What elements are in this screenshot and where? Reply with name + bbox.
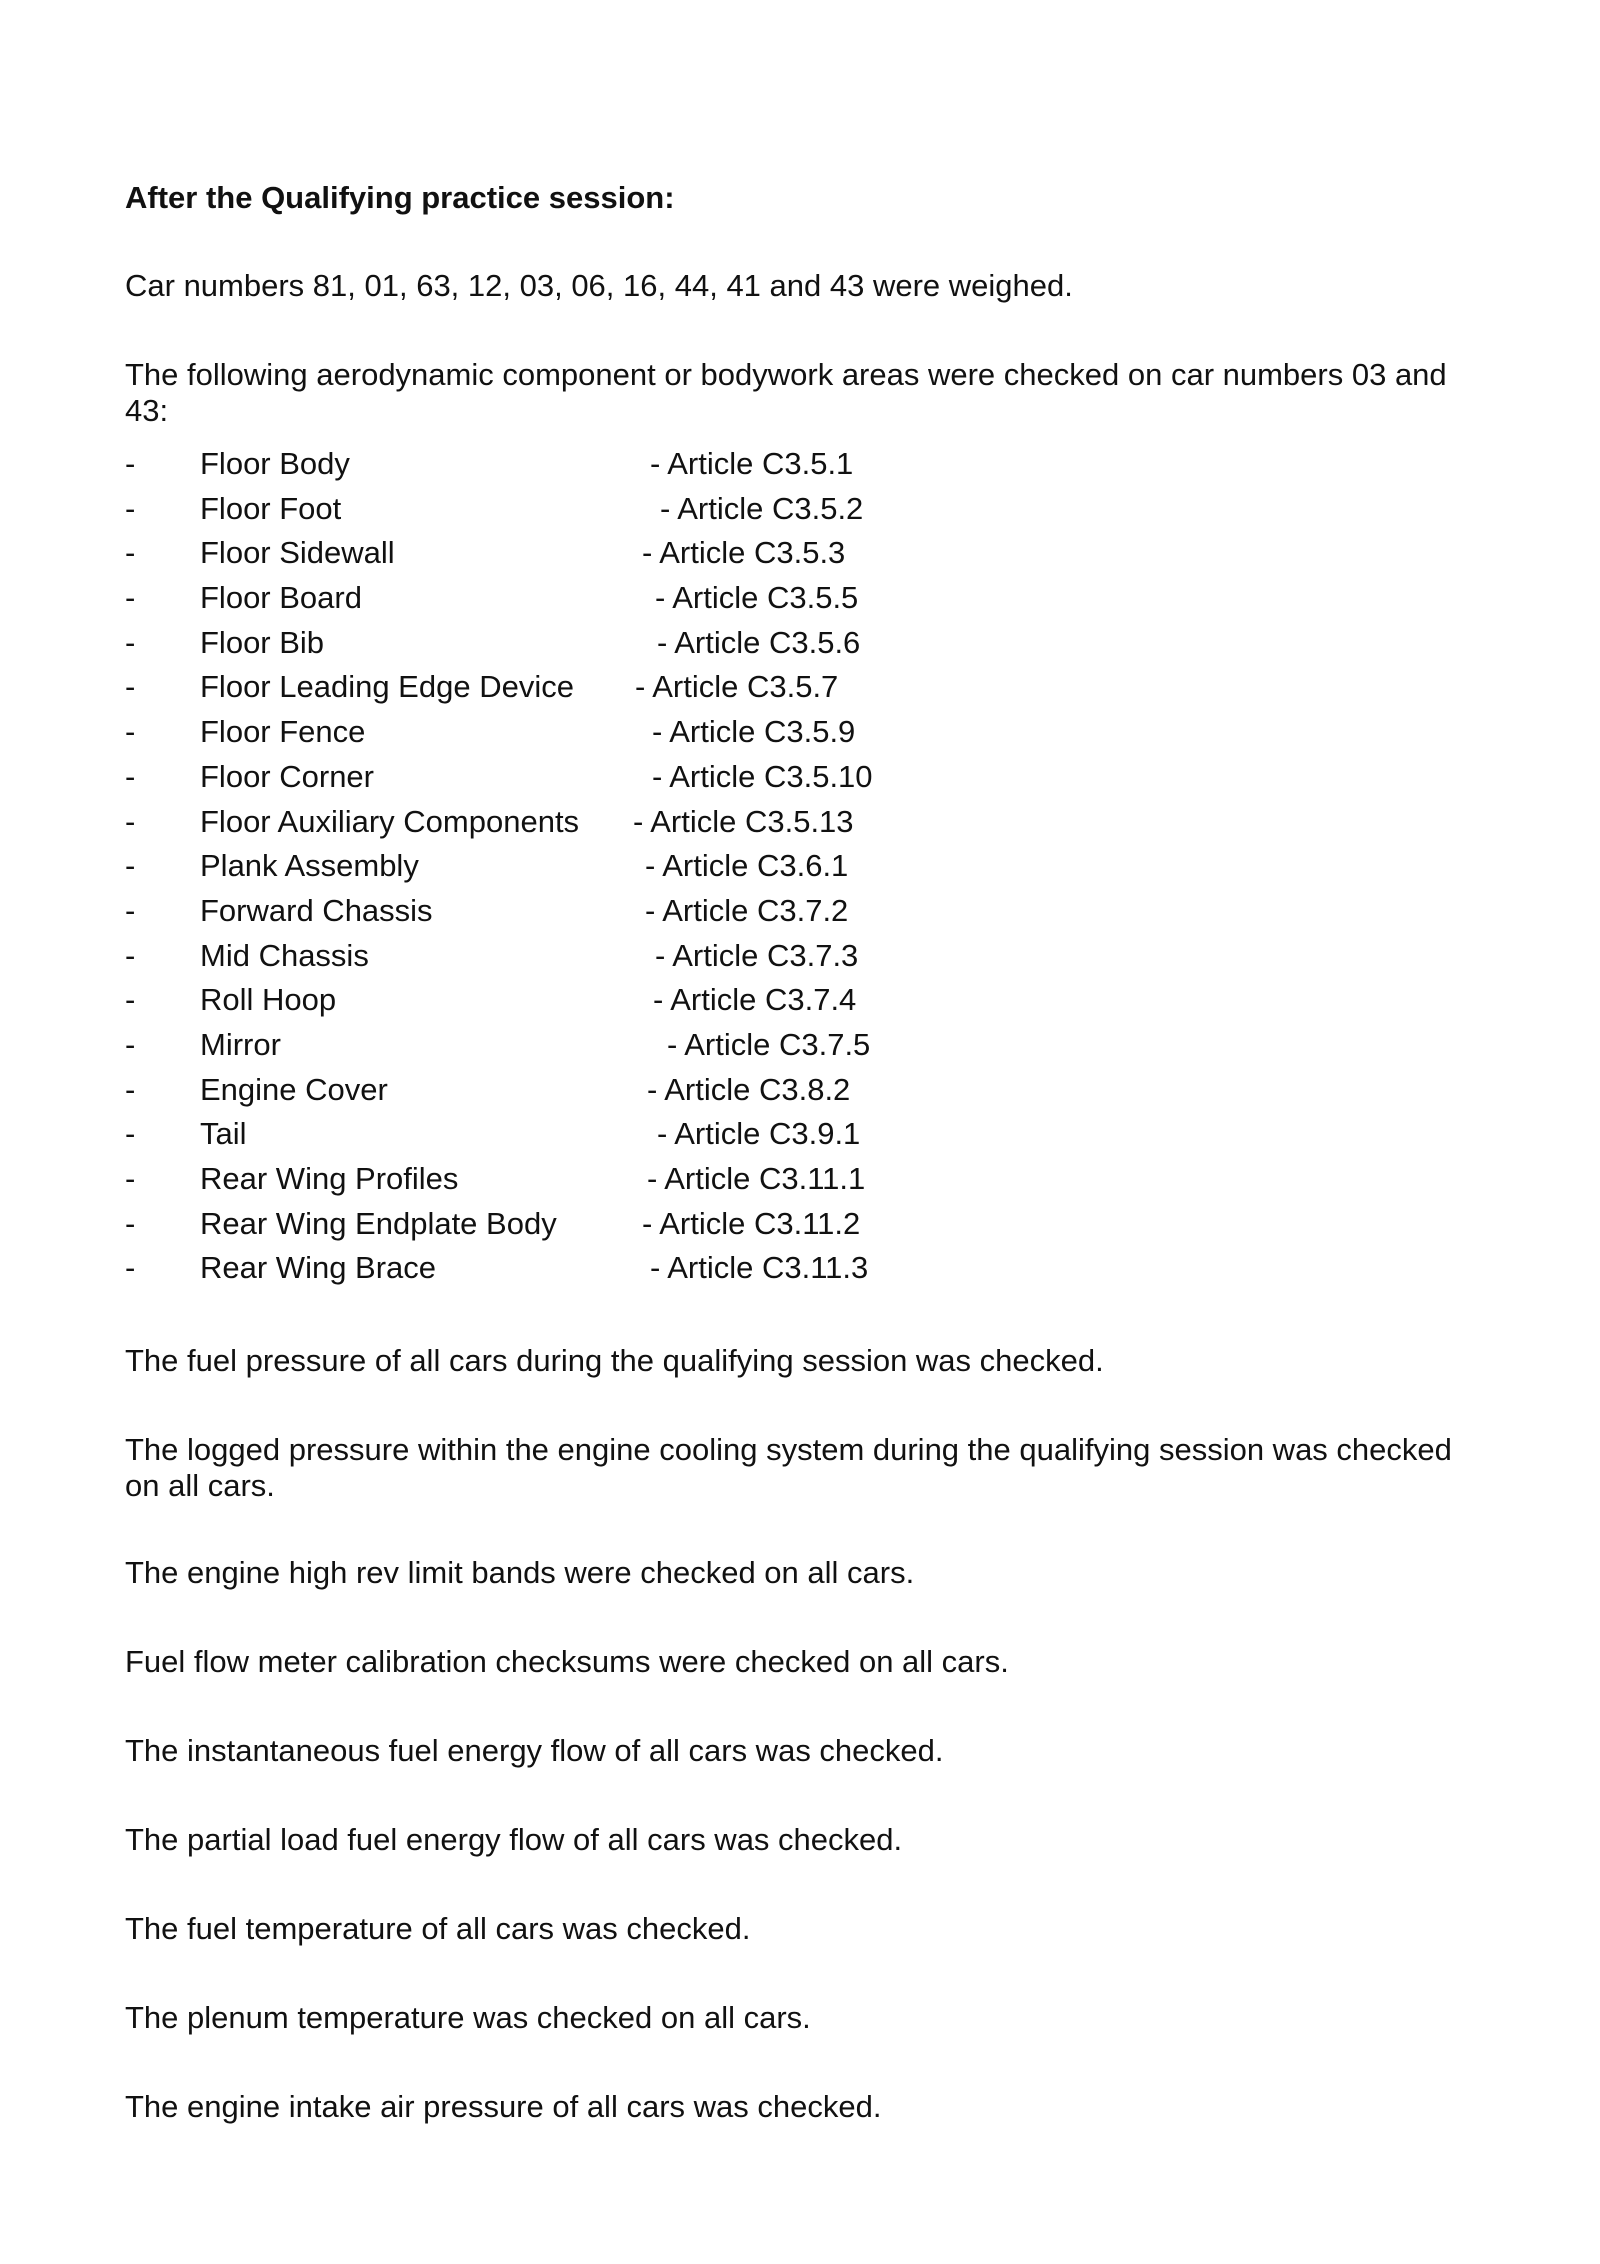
component-name: Forward Chassis — [200, 892, 433, 928]
bullet-dash: - — [125, 982, 136, 1018]
list-item — [125, 1161, 1125, 1206]
article-reference: - Article C3.5.1 — [650, 446, 854, 481]
list-item — [125, 714, 1125, 759]
component-name: Floor Auxiliary Components — [200, 803, 580, 839]
component-name: Floor Fence — [200, 714, 366, 750]
paragraph: The engine intake air pressure of all cars was checked. — [125, 2089, 882, 2124]
list-item — [125, 1027, 1125, 1072]
bullet-dash: - — [125, 580, 136, 616]
article-reference: - Article C3.5.7 — [635, 669, 839, 705]
bullet-dash: - — [125, 1116, 136, 1152]
paragraph: The engine high rev limit bands were checked on all cars. — [125, 1555, 915, 1590]
component-name: Floor Sidewall — [200, 535, 395, 571]
list-item — [125, 982, 1125, 1027]
article-reference: - Article C3.7.2 — [645, 892, 849, 928]
component-name: Mid Chassis — [200, 937, 369, 973]
article-reference: - Article C3.5.6 — [657, 624, 861, 660]
article-reference: - Article C3.5.13 — [633, 803, 854, 839]
component-name: Floor Foot — [200, 490, 342, 526]
paragraph: The logged pressure within the engine cooling system during the qualifying session was checked on all cars. — [125, 1432, 1452, 1503]
article-reference: - Article C3.7.5 — [667, 1026, 871, 1062]
article-reference: - Article C3.5.5 — [655, 580, 859, 616]
list-item — [125, 848, 1125, 893]
article-reference: - Article C3.11.3 — [650, 1250, 869, 1286]
bullet-dash: - — [125, 758, 136, 794]
bullet-dash: - — [125, 1071, 136, 1107]
component-name: Rear Wing Brace — [200, 1250, 437, 1286]
component-name: Mirror — [200, 1026, 281, 1062]
list-item — [125, 759, 1125, 804]
paragraph: The partial load fuel energy flow of all cars was checked. — [125, 1822, 903, 1857]
component-name: Floor Leading Edge Device — [200, 669, 574, 705]
bullet-dash: - — [125, 446, 136, 481]
article-reference: - Article C3.5.2 — [660, 490, 864, 526]
paragraph: Fuel flow meter calibration checksums were checked on all cars. — [125, 1644, 1009, 1679]
checked-areas-intro: The following aerodynamic component or bodywork areas were checked on car numbers 03 and 43: — [125, 357, 1447, 428]
bullet-dash: - — [125, 714, 136, 750]
paragraph: The instantaneous fuel energy flow of all cars was checked. — [125, 1733, 944, 1768]
component-name: Floor Board — [200, 580, 362, 616]
list-item — [125, 1250, 1125, 1295]
section-heading: After the Qualifying practice session: — [125, 180, 675, 215]
list-item — [125, 804, 1125, 849]
paragraph: The fuel temperature of all cars was checked. — [125, 1911, 751, 1946]
checked-components-list — [125, 446, 1125, 1295]
bullet-dash: - — [125, 1250, 136, 1286]
article-reference: - Article C3.9.1 — [657, 1116, 861, 1152]
bullet-dash: - — [125, 669, 136, 705]
article-reference: - Article C3.7.4 — [653, 982, 857, 1018]
bullet-dash: - — [125, 490, 136, 526]
component-name: Floor Corner — [200, 758, 374, 794]
bullet-dash: - — [125, 848, 136, 884]
component-name: Floor Body — [200, 446, 350, 481]
component-name: Roll Hoop — [200, 982, 337, 1018]
list-item — [125, 1206, 1125, 1251]
bullet-dash: - — [125, 535, 136, 571]
component-name: Engine Cover — [200, 1071, 388, 1107]
list-item — [125, 893, 1125, 938]
bullet-dash: - — [125, 1205, 136, 1241]
component-name: Rear Wing Profiles — [200, 1161, 459, 1196]
bullet-dash: - — [125, 1161, 136, 1196]
article-reference: - Article C3.5.10 — [652, 758, 873, 794]
component-name: Rear Wing Endplate Body — [200, 1205, 557, 1241]
article-reference: - Article C3.11.1 — [647, 1161, 866, 1196]
list-item — [125, 625, 1125, 670]
list-item — [125, 1116, 1125, 1161]
list-item — [125, 491, 1125, 536]
bullet-dash: - — [125, 892, 136, 928]
list-item — [125, 446, 1125, 491]
list-item — [125, 535, 1125, 580]
bullet-dash: - — [125, 1026, 136, 1062]
bullet-dash: - — [125, 803, 136, 839]
component-name: Tail — [200, 1116, 247, 1152]
list-item — [125, 669, 1125, 714]
list-item — [125, 580, 1125, 625]
weighed-cars-text: Car numbers 81, 01, 63, 12, 03, 06, 16, 44, 41 and 43 were weighed. — [125, 268, 1073, 303]
bullet-dash: - — [125, 937, 136, 973]
list-item — [125, 938, 1125, 983]
component-name: Floor Bib — [200, 624, 325, 660]
article-reference: - Article C3.8.2 — [647, 1071, 851, 1107]
component-name: Plank Assembly — [200, 848, 419, 884]
article-reference: - Article C3.7.3 — [655, 937, 859, 973]
bullet-dash: - — [125, 624, 136, 660]
article-reference: - Article C3.5.3 — [642, 535, 846, 571]
article-reference: - Article C3.11.2 — [642, 1205, 861, 1241]
paragraph: The fuel pressure of all cars during the qualifying session was checked. — [125, 1343, 1104, 1378]
article-reference: - Article C3.6.1 — [645, 848, 849, 884]
list-item — [125, 1072, 1125, 1117]
article-reference: - Article C3.5.9 — [652, 714, 856, 750]
paragraph: The plenum temperature was checked on all cars. — [125, 2000, 811, 2035]
